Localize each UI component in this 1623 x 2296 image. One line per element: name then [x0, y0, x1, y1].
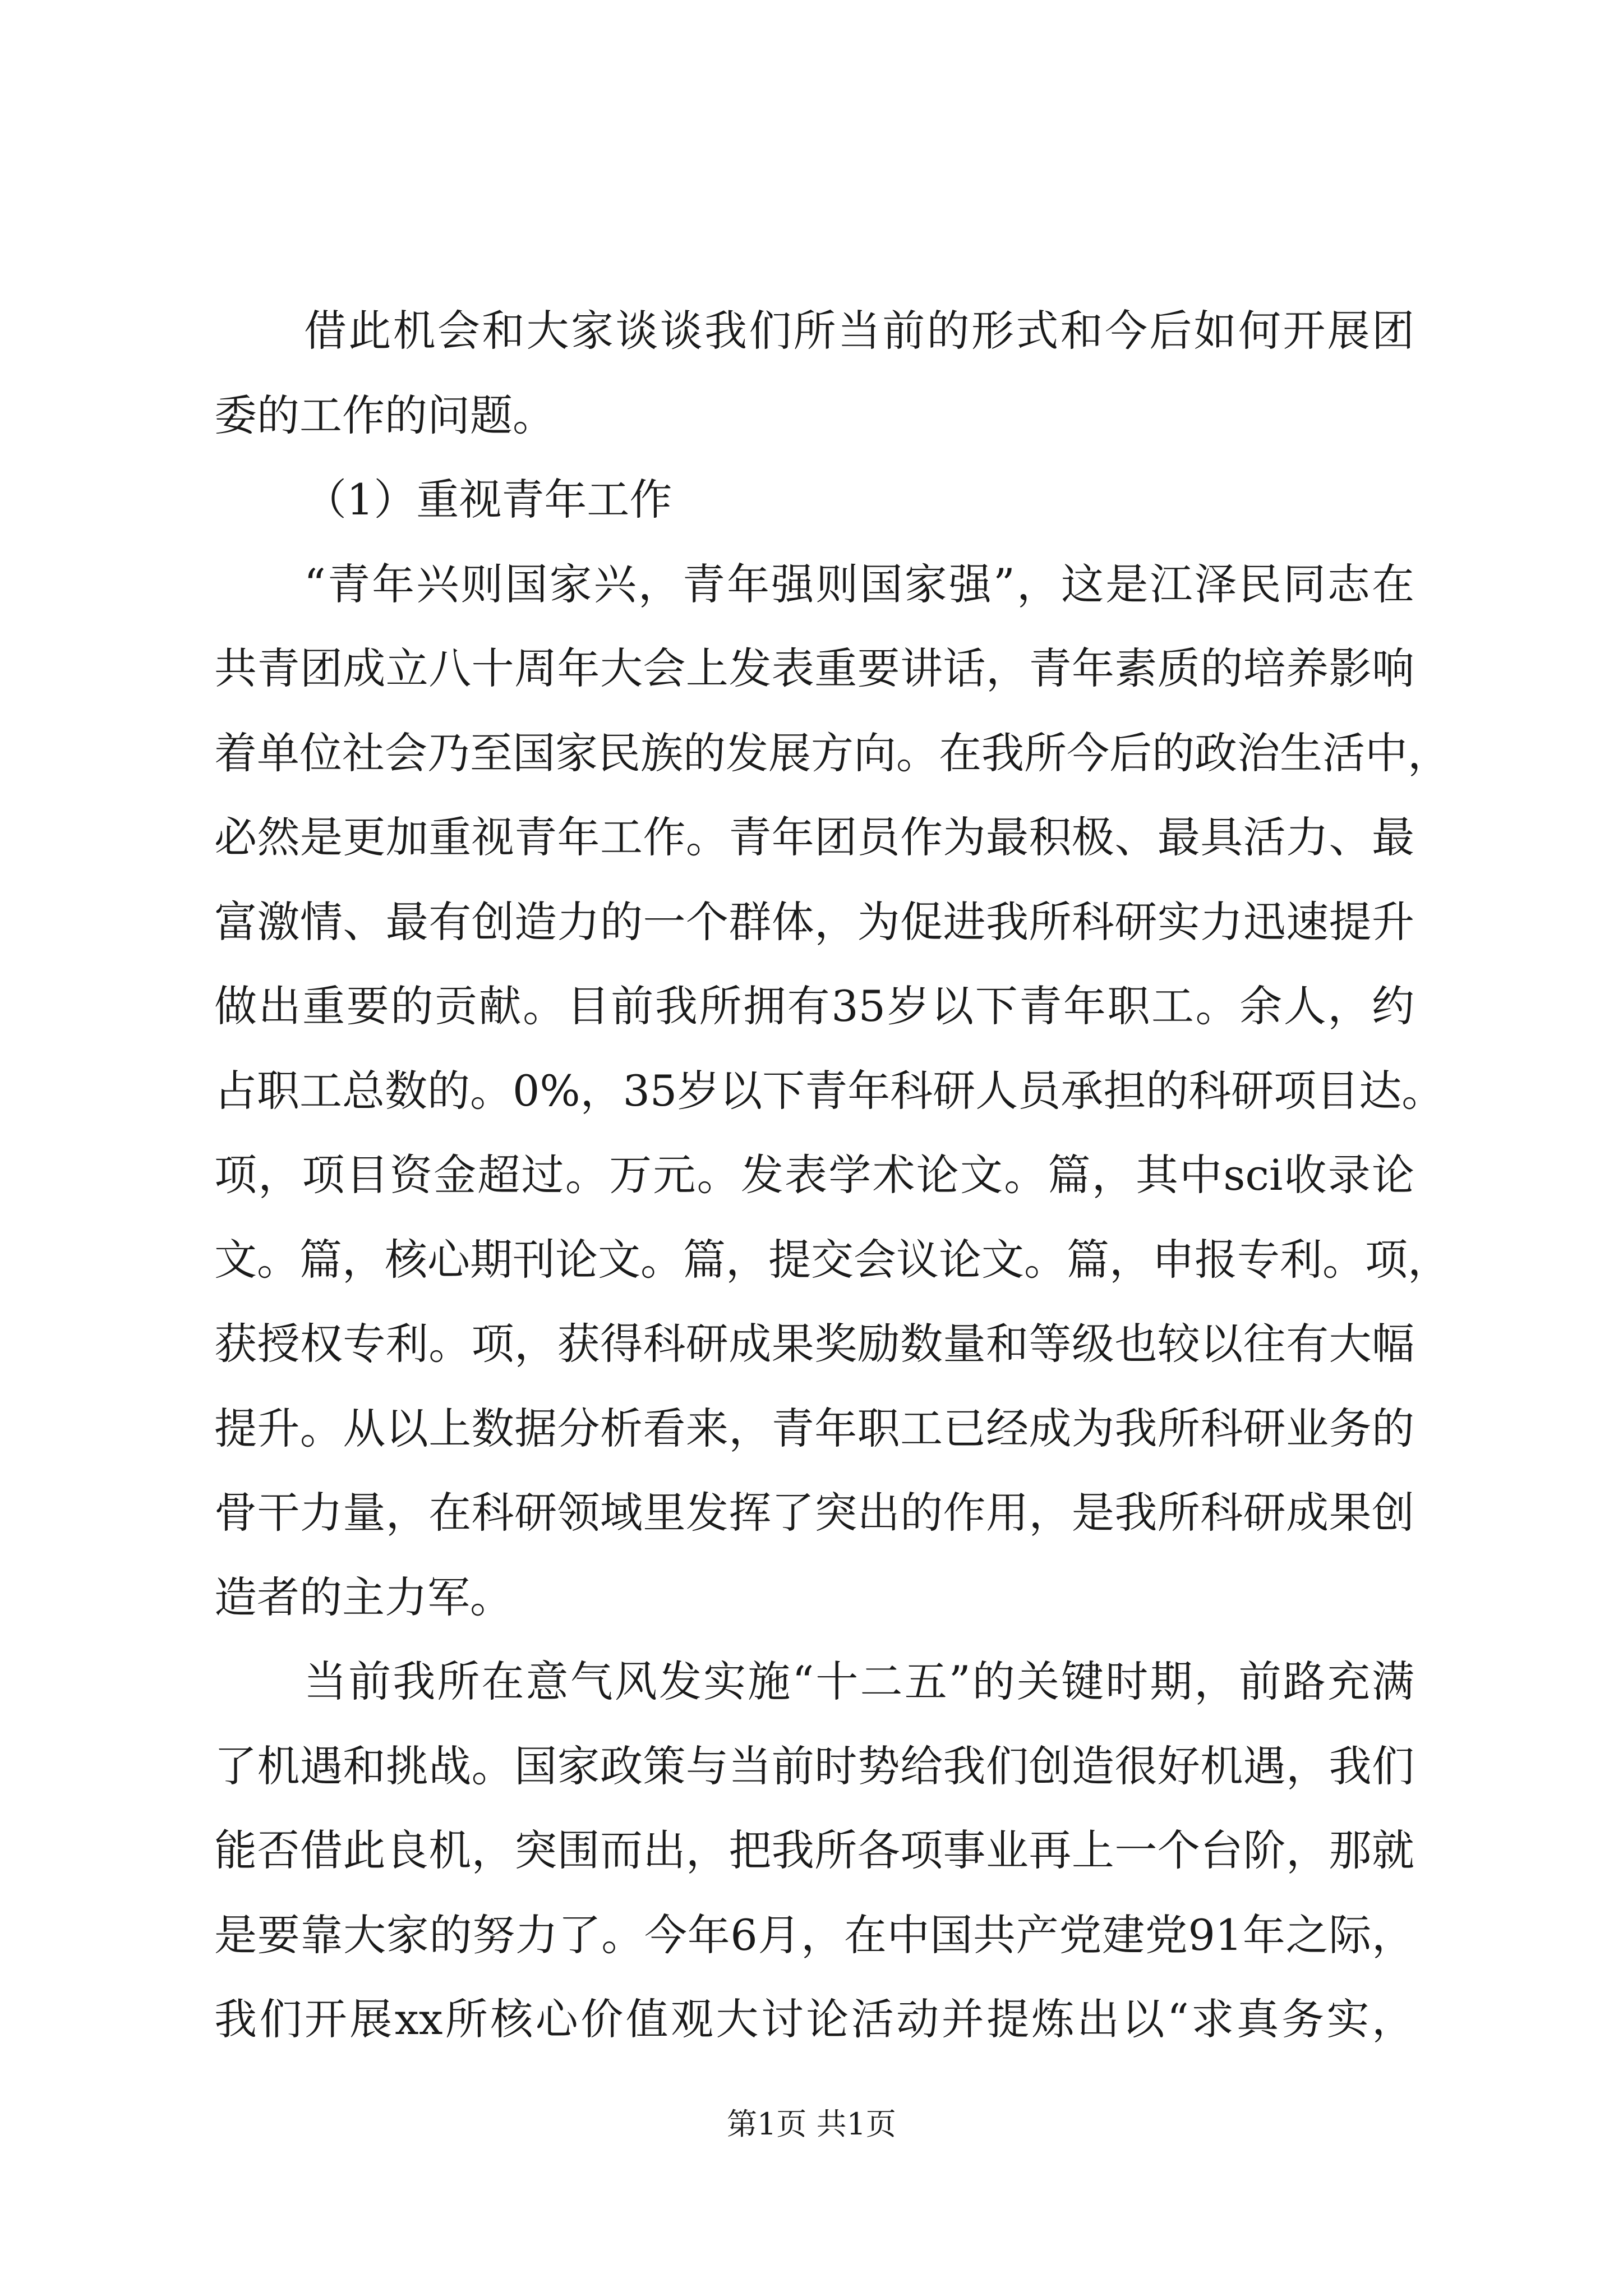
text-line: 获授权专利。项，获得科研成果奖励数量和等级也较以往有大幅 [214, 1319, 1414, 1369]
document-body [214, 289, 1450, 2062]
page-footer: 第1页 共1页 [727, 2106, 896, 2142]
text-line: “青年兴则国家兴，青年强则国家强”，这是江泽民同志在 [304, 559, 1414, 609]
text-line: 委的工作的问题。 [214, 390, 555, 440]
text-line: 项，项目资金超过。万元。发表学术论文。篇，其中sci收录论 [214, 1150, 1414, 1200]
text-line: 提升。从以上数据分析看来，青年职工已经成为我所科研业务的 [214, 1403, 1414, 1453]
text-line: 当前我所在意气风发实施“十二五”的关键时期，前路充满 [304, 1657, 1414, 1706]
text-line: 必然是更加重视青年工作。青年团员作为最积极、最具活力、最 [214, 812, 1414, 862]
text-line: 共青团成立八十周年大会上发表重要讲话，青年素质的培养影响 [214, 643, 1414, 693]
text-line: 富激情、最有创造力的一个群体，为促进我所科研实力迅速提升 [214, 896, 1414, 947]
text-line: 做出重要的贡献。目前我所拥有35岁以下青年职工。余人，约 [214, 981, 1414, 1031]
text-line: 借此机会和大家谈谈我们所当前的形式和今后如何开展团 [304, 306, 1414, 356]
text-line: 占职工总数的。0%，35岁以下青年科研人员承担的科研项目达。 [214, 1065, 1445, 1116]
text-line: 骨干力量，在科研领域里发挥了突出的作用，是我所科研成果创 [214, 1488, 1414, 1538]
text-line: 是要靠大家的努力了。今年6月，在中国共产党建党91年之际， [214, 1910, 1414, 1960]
text-line: 我们开展xx所核心价值观大讨论活动并提炼出以“求真务实， [214, 1994, 1414, 2044]
text-line: 能否借此良机，突围而出，把我所各项事业再上一个台阶，那就 [214, 1825, 1414, 1875]
text-line: 着单位社会乃至国家民族的发展方向。在我所今后的政治生活中， [214, 728, 1450, 778]
section-heading: （1）重视青年工作 [304, 475, 672, 524]
text-line: 文。篇，核心期刊论文。篇，提交会议论文。篇，申报专利。项， [214, 1234, 1450, 1285]
text-line: 了机遇和挑战。国家政策与当前时势给我们创造很好机遇，我们 [214, 1741, 1414, 1791]
text-line: 造者的主力军。 [214, 1572, 513, 1622]
